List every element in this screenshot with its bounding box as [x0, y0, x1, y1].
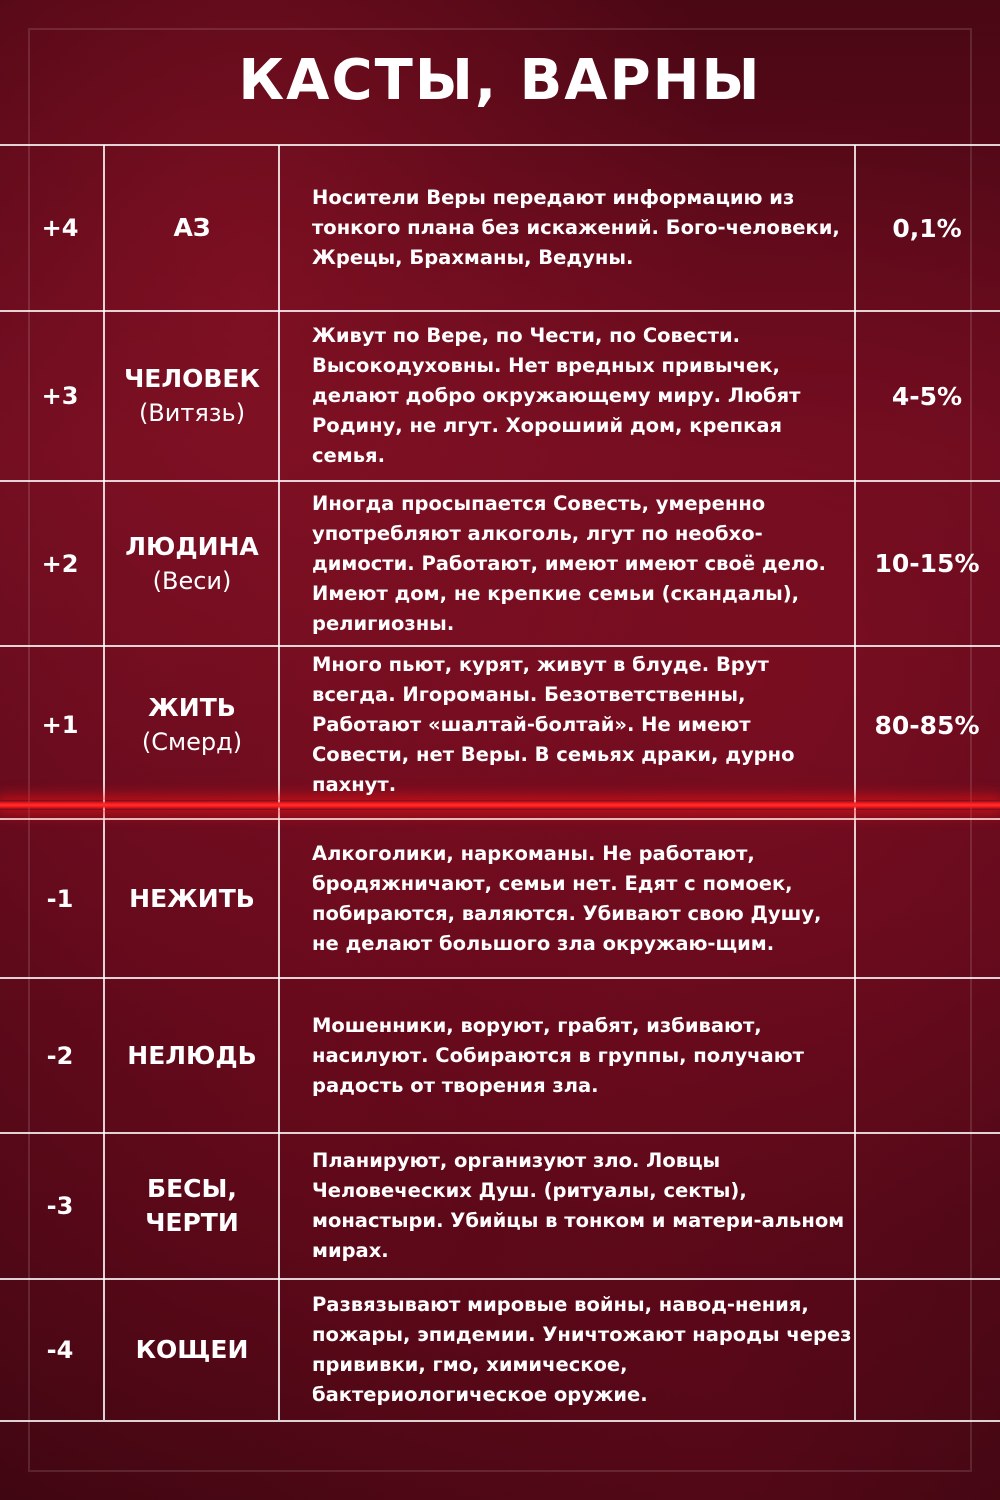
caste-description-text: Носители Веры передают информацию из тонкого плана без искажений. Бого-человеки, Жрецы, Брахманы, Ведуны. [312, 186, 840, 269]
caste-percent [858, 1280, 996, 1420]
table-row [0, 146, 1000, 310]
caste-level: -1 [46, 884, 74, 913]
caste-description-text: Алкоголики, наркоманы. Не работают, бродяжничают, семьи нет. Едят с помоек, побираются, валяются. Убивают свою Душу, не делают большого зла окружаю-щим. [312, 841, 822, 955]
caste-level: -3 [46, 1192, 74, 1220]
caste-name: НЕЖИТЬ [129, 883, 255, 913]
caste-description-text: Развязывают мировые войны, навод-нения, пожары, эпидемии. Уничтожают народы через прививки, гмо, химическое, бактериологическое оружие. [312, 1293, 852, 1406]
table-row [0, 482, 1000, 645]
caste-name: АЗ [173, 213, 211, 242]
caste-level: -4 [46, 1336, 74, 1364]
caste-subname: (Веси) [152, 566, 232, 595]
caste-percent: 0,1% [892, 213, 962, 243]
caste-name-cell [106, 1280, 278, 1420]
caste-name: ЧЕЛОВЕК [124, 364, 260, 393]
caste-name: БЕСЫ, [147, 1174, 237, 1203]
caste-percent [858, 1134, 996, 1278]
caste-description-text: Много пьют, курят, живут в блуде. Врут всегда. Игороманы. Безответственны, Работают «шалтай-болтай». Не имеют Совести, нет Веры. В семьях драки, дурно пахнут. [312, 653, 795, 796]
caste-description [312, 820, 852, 977]
caste-level: +1 [41, 711, 79, 739]
table-row [0, 312, 1000, 480]
caste-percent [858, 979, 996, 1132]
table-row [0, 979, 1000, 1132]
caste-level: -2 [46, 1041, 74, 1070]
caste-percent: 4-5% [891, 381, 963, 411]
table-bottom-border [0, 1420, 1000, 1422]
caste-description [312, 312, 852, 480]
caste-level: +4 [41, 214, 79, 242]
table-row [0, 820, 1000, 977]
caste-description [312, 979, 852, 1132]
caste-name-cell [106, 312, 278, 480]
caste-percent: 10-15% [874, 549, 980, 578]
caste-percent: 80-85% [874, 710, 980, 740]
table-row [0, 647, 1000, 803]
table-row [0, 1280, 1000, 1420]
caste-name-cell [106, 647, 278, 803]
caste-name: ЛЮДИНА [125, 531, 259, 561]
caste-name-cell [106, 146, 278, 310]
table-row [0, 1134, 1000, 1278]
caste-description [312, 1134, 852, 1278]
caste-name: КОЩЕИ [135, 1335, 249, 1364]
caste-subname: (Смерд) [141, 728, 243, 756]
page-title: КАСТЫ, ВАРНЫ [238, 48, 762, 113]
caste-description-text: Мошенники, воруют, грабят, избивают, насилуют. Собираются в группы, получают радость от творения зла. [312, 1013, 804, 1097]
caste-name-cell [106, 482, 278, 645]
caste-description-text: Живут по Вере, по Чести, по Совести. Высокодуховны. Нет вредных привычек, делают добро окружающему миру. Любят Родину, не лгут. Хорошиий дом, крепкая семья. [312, 324, 801, 467]
caste-description-text: Иногда просыпается Совесть, умеренно употребляют алкоголь, лгут по необхо-димости. Работают, имеют имеют своё дело. Имеют дом, не крепкие семьи (скандалы), религиозны. [312, 491, 826, 635]
caste-description [312, 146, 852, 310]
caste-level: +2 [41, 549, 79, 578]
caste-name-cell [106, 979, 278, 1132]
caste-level: +3 [41, 382, 79, 410]
caste-name-cell [106, 820, 278, 977]
caste-name-cell [106, 1134, 278, 1278]
caste-percent [858, 820, 996, 977]
caste-name: ЖИТЬ [148, 693, 236, 722]
caste-subname: ЧЕРТИ [145, 1208, 239, 1237]
caste-description-text: Планируют, организуют зло. Ловцы Человеческих Душ. (ритуалы, секты), монастыри. Убийцы в тонком и матери-альном мирах. [312, 1149, 845, 1262]
caste-description [312, 1280, 852, 1420]
caste-name: НЕЛЮДЬ [127, 1040, 257, 1070]
caste-description [312, 647, 852, 803]
caste-description [312, 482, 852, 645]
caste-subname: (Витязь) [138, 399, 246, 427]
